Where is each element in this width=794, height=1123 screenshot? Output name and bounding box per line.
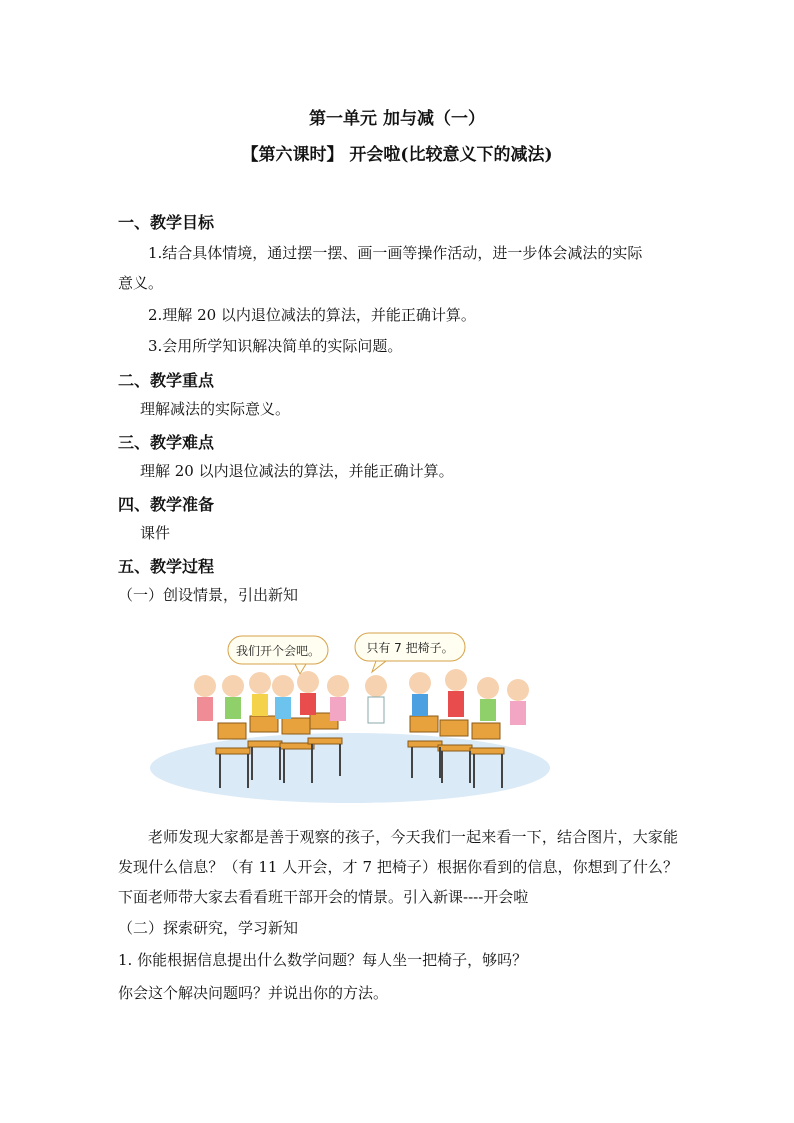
children xyxy=(194,669,529,725)
goal-3: 3.会用所学知识解决简单的实际问题。 xyxy=(148,337,403,355)
goal-1-line-1: 1.结合具体情境，通过摆一摆、画一画等操作活动，进一步体会减法的实际 xyxy=(148,244,643,262)
key-points-body: 理解减法的实际意义。 xyxy=(140,400,291,418)
part-2-heading: （二）探索研究，学习新知 xyxy=(118,919,299,937)
lesson-subtitle: 【第六课时】 开会啦(比较意义下的减法) xyxy=(241,145,553,165)
heading-key-points: 二、教学重点 xyxy=(118,371,215,390)
heading-teaching-goals: 一、教学目标 xyxy=(118,213,215,232)
speech-bubble-left xyxy=(228,636,328,674)
question-1: 1. 你能根据信息提出什么数学问题？每人坐一把椅子，够吗？ xyxy=(118,951,528,969)
preparation-body: 课件 xyxy=(140,524,171,542)
heading-difficulties: 三、教学难点 xyxy=(118,433,215,452)
question-2: 你会这个解决问题吗？并说出你的方法。 xyxy=(118,984,389,1002)
meeting-illustration xyxy=(150,628,550,808)
difficulties-body: 理解 20 以内退位减法的算法，并能正确计算。 xyxy=(140,462,454,480)
goal-2: 2.理解 20 以内退位减法的算法，并能正确计算。 xyxy=(148,306,476,324)
goal-1-line-2: 意义。 xyxy=(118,274,164,292)
speech-bubble-right xyxy=(355,633,465,672)
unit-title: 第一单元 加与减（一） xyxy=(309,109,485,129)
part-1-heading: （一）创设情景，引出新知 xyxy=(118,586,299,604)
svg-text:只有 7 把椅子。: 只有 7 把椅子。 xyxy=(366,641,454,655)
heading-process: 五、教学过程 xyxy=(118,557,215,576)
heading-preparation: 四、教学准备 xyxy=(118,495,215,514)
svg-text:我们开个会吧。: 我们开个会吧。 xyxy=(235,644,321,658)
paragraph-intro: 老师发现大家都是善于观察的孩子，今天我们一起来看一下，结合图片，大家能发现什么信息？（有 11 人开会，才 7 把椅子）根据你看到的信息，你想到了什么？下面老师带大家去看看班干部开会的情景。引入新课----开会啦 xyxy=(118,828,678,906)
